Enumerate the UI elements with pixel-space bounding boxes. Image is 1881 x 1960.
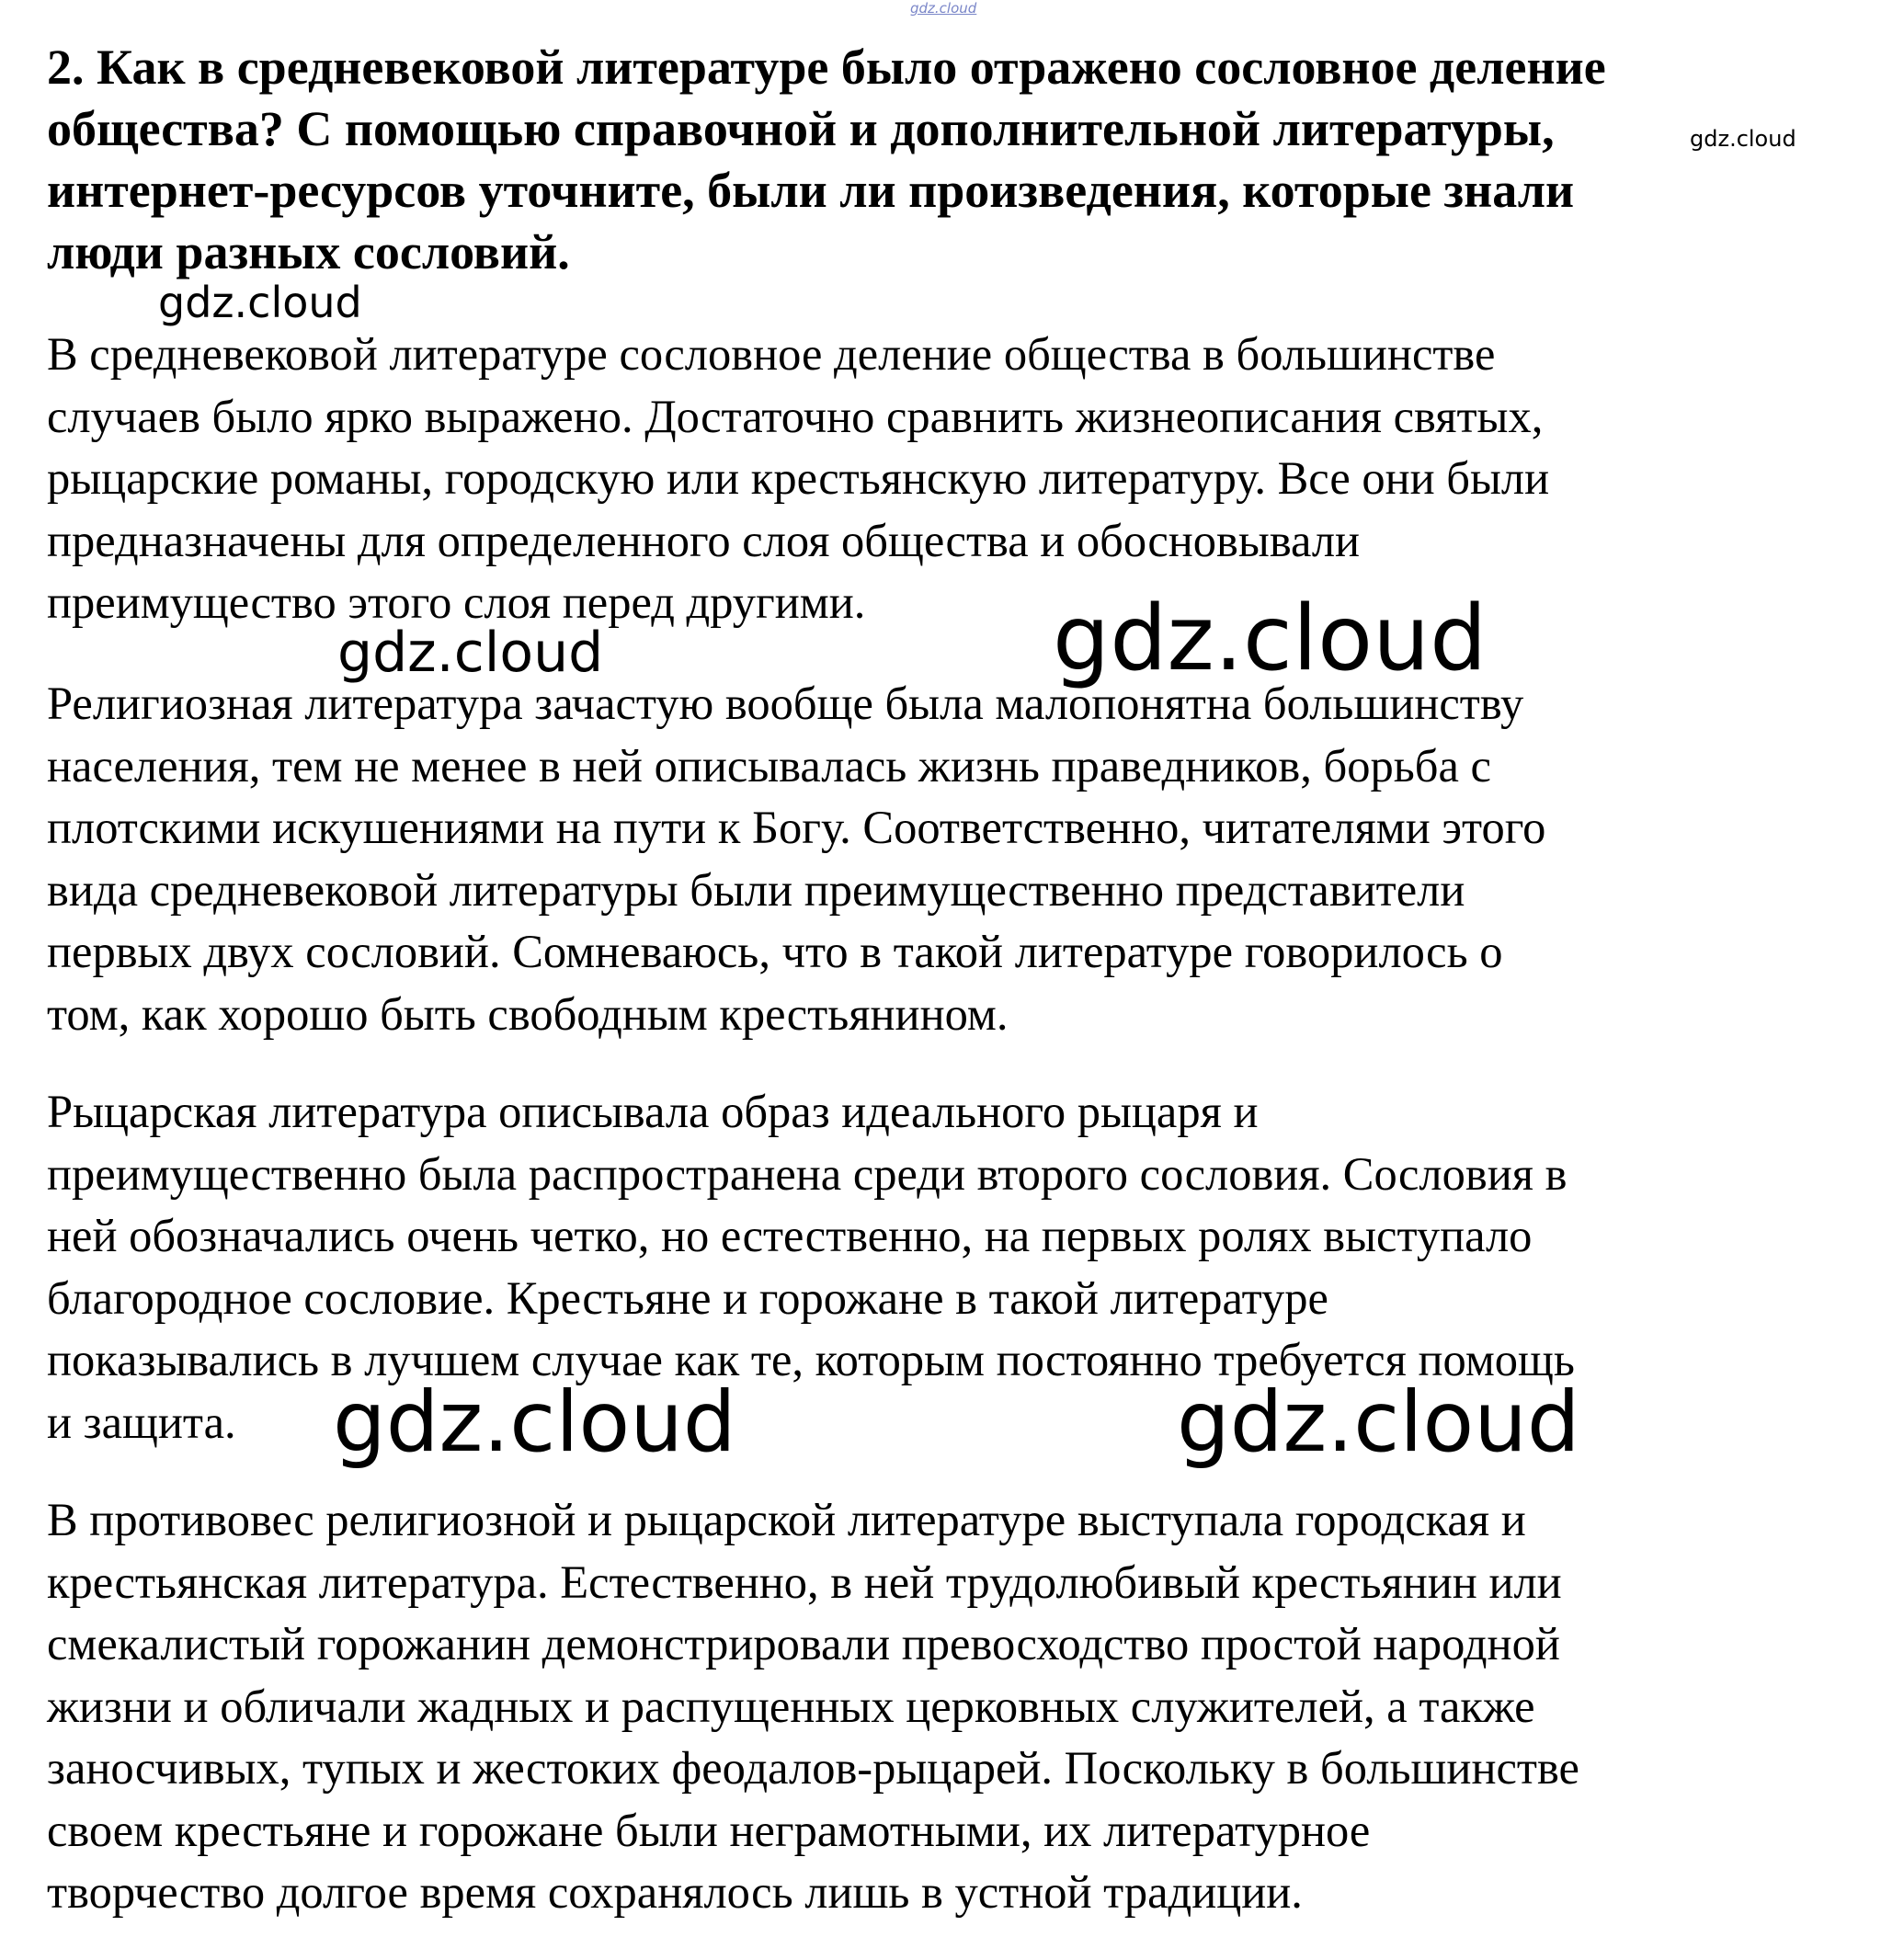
answer-line: крестьянская литература. Естественно, в ней трудолюбивый крестьянин или [47,1555,1562,1608]
answer-line: ней обозначались очень четко, но естественно, на первых ролях выступало [47,1210,1533,1261]
watermark: gdz.cloud [337,621,604,685]
answer-line: творчество долгое время сохранялось лишь в устной традиции. [47,1866,1303,1918]
question-heading [47,37,1794,283]
watermark: gdz.cloud [333,1374,736,1471]
answer-line: Рыцарская литература описывала образ идеального рыцаря и [47,1086,1259,1137]
answer-line: и защита. [47,1396,236,1448]
answer-line: В противовес религиозной и рыцарской литературе выступала городская и [47,1494,1526,1545]
answer-paragraph-4 [47,1489,1849,1924]
answer-line: заносчивых, тупых и жестоких феодалов-рыцарей. Поскольку в большинстве [47,1742,1579,1794]
watermark: gdz.cloud [1177,1374,1580,1471]
answer-paragraph-1 [47,324,1849,634]
answer-line: преимущество этого слоя перед другими. [47,576,866,628]
answer-line: первых двух сословий. Сомневаюсь, что в такой литературе говорилось о [47,926,1503,977]
answer-line: благородное сословие. Крестьяне и горожане в такой литературе [47,1271,1328,1324]
answer-line: предназначены для определенного слоя общества и обосновывали [47,514,1361,566]
answer-line: В средневековой литературе сословное деление общества в большинстве [47,328,1496,380]
answer-line: случаев было ярко выражено. Достаточно сравнить жизнеописания святых, [47,390,1544,442]
answer-line: рыцарские романы, городскую или крестьянскую литературу. Все они были [47,452,1550,504]
answer-line: преимущественно была распространена среди второго сословия. Сословия в [47,1147,1568,1200]
watermark: gdz.cloud [1690,126,1796,152]
answer-line: жизни и обличали жадных и распущенных церковных служителей, а также [47,1680,1535,1732]
watermark-link[interactable]: gdz.cloud [910,0,977,17]
question-line: общества? С помощью справочной и дополнительной литературы, [47,101,1555,156]
watermark: gdz.cloud [1053,587,1488,691]
answer-paragraph-2 [47,673,1849,1045]
answer-line: Религиозная литература зачастую вообще была малопонятна большинству [47,678,1524,729]
question-line: 2. Как в средневековой литературе было отражено сословное деление [47,40,1606,95]
answer-line: плотскими искушениями на пути к Богу. Соответственно, читателями этого [47,802,1546,853]
answer-line: вида средневековой литературы были преимущественно представители [47,863,1465,916]
question-line: интернет-ресурсов уточните, были ли произведения, которые знали [47,163,1575,218]
question-line: люди разных сословий. [47,224,570,279]
watermark: gdz.cloud [158,278,362,327]
answer-line: показывались в лучшем случае как те, которым постоянно требуется помощь [47,1334,1575,1385]
answer-line: смекалистый горожанин демонстрировали превосходство простой народной [47,1618,1560,1669]
answer-line: том, как хорошо быть свободным крестьянином. [47,987,1009,1040]
answer-line: своем крестьяне и горожане были неграмотными, их литературное [47,1804,1371,1856]
answer-line: населения, тем не менее в ней описывалась жизнь праведников, борьба с [47,739,1491,792]
